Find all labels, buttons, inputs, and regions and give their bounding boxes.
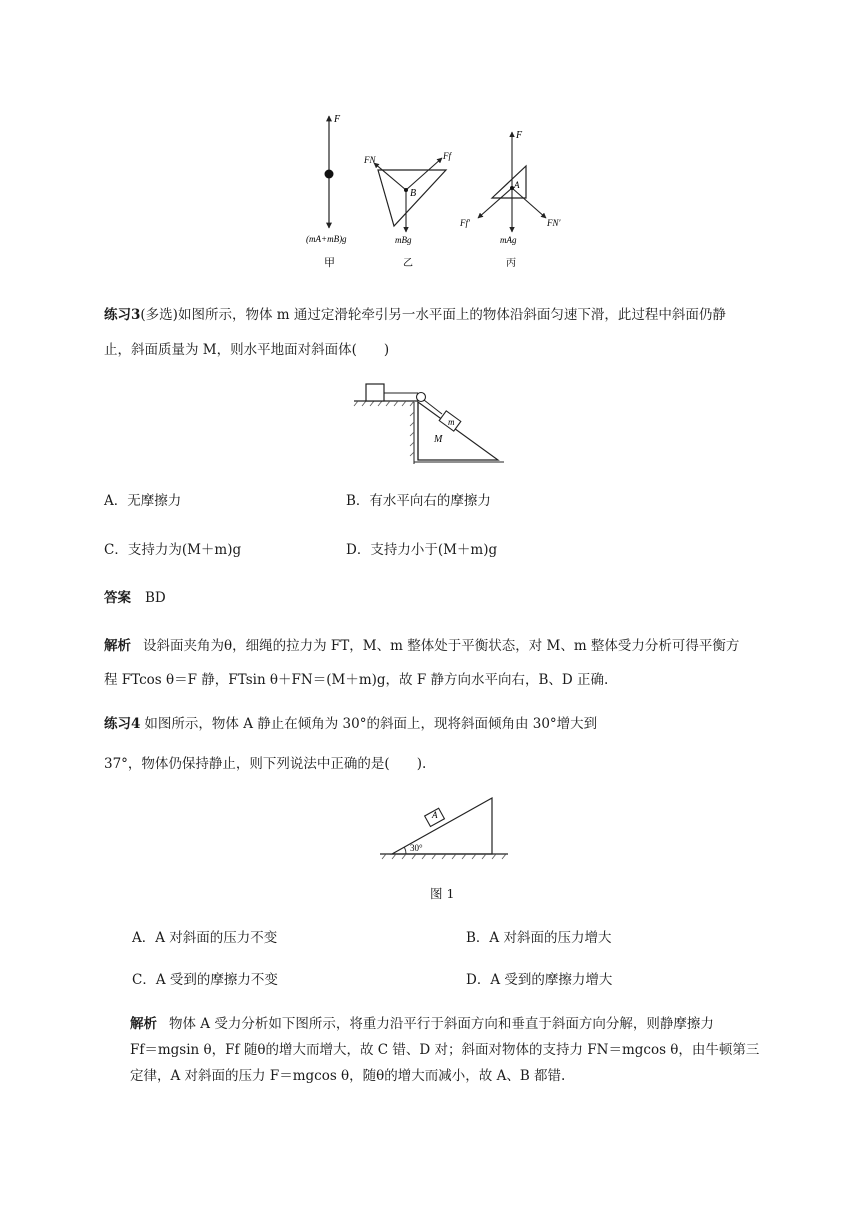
label-fn-prime: FN′ bbox=[547, 218, 561, 228]
exercise-4-analysis-line2: Ff＝mgsin θ，Ff 随θ的增大而增大，故 C 错、D 对；斜面对物体的支持力 FN＝mgcos θ，由牛顿第三 bbox=[130, 1042, 760, 1058]
label-ff: Ff bbox=[443, 151, 451, 161]
point-mass bbox=[325, 170, 334, 179]
label-ff-prime: Ff′ bbox=[460, 218, 470, 228]
exercise-4-option-c[interactable]: C．A 受到的摩擦力不变 bbox=[132, 972, 278, 988]
exercise-3-option-b[interactable]: B．有水平向右的摩擦力 bbox=[346, 493, 491, 509]
exercise-4-option-b[interactable]: B．A 对斜面的压力增大 bbox=[466, 930, 612, 946]
exercise-3-analysis-line2: 程 FTcos θ＝F 静，FTsin θ＋FN＝(M＋m)g，故 F 静方向水平向右，B、D 正确. bbox=[104, 672, 609, 688]
label-big-m: M bbox=[434, 434, 443, 445]
diagram-yi bbox=[363, 151, 452, 269]
force-diagrams-figure bbox=[300, 108, 580, 276]
label-point-a: A bbox=[514, 180, 520, 190]
label-angle: 30° bbox=[410, 843, 423, 853]
caption-yi: 乙 bbox=[403, 258, 413, 269]
exercise-3-option-d[interactable]: D．支持力小于(M＋m)g bbox=[346, 542, 498, 558]
exercise-3-line2: 止，斜面质量为 M，则水平地面对斜面体( ) bbox=[104, 342, 390, 358]
exercise-3-option-a[interactable]: A．无摩擦力 bbox=[104, 493, 182, 509]
exercise-4-analysis-line1: 解析 物体 A 受力分析如下图所示，将重力沿平行于斜面方向和垂直于斜面方向分解，则静摩擦力 bbox=[130, 1016, 714, 1032]
exercise-3-label: 练习3 bbox=[104, 307, 141, 323]
diagram-bing bbox=[459, 130, 562, 269]
label-f: F bbox=[516, 130, 523, 141]
block-on-table bbox=[366, 384, 384, 401]
label-f: F bbox=[334, 114, 341, 125]
diagram-jia bbox=[306, 114, 347, 269]
label-weight-a: mAg bbox=[500, 235, 517, 245]
exercise-3-line1 bbox=[104, 305, 726, 325]
incline bbox=[392, 798, 492, 854]
analysis-label: 解析 bbox=[130, 1016, 157, 1032]
figure-caption: 图 1 bbox=[430, 886, 455, 901]
exercise-4-option-a[interactable]: A．A 对斜面的压力不变 bbox=[132, 930, 278, 946]
exercise-4-label: 练习4 bbox=[104, 716, 141, 732]
label-block-a: A bbox=[432, 810, 438, 820]
label-small-m: m bbox=[448, 417, 455, 427]
exercise-3-analysis-line1: 解析 设斜面夹角为θ，细绳的拉力为 FT，M、m 整体处于平衡状态，对 M、m 整体受力分析可得平衡方 bbox=[104, 638, 740, 654]
pulley-incline-figure bbox=[352, 378, 508, 464]
label-weight-b: mBg bbox=[395, 235, 412, 245]
answer-label: 答案 bbox=[104, 590, 131, 606]
answer-value: BD bbox=[145, 590, 166, 606]
caption-bing: 丙 bbox=[506, 258, 516, 269]
label-fn: FN bbox=[364, 155, 376, 165]
exercise-3-answer bbox=[104, 588, 166, 608]
analysis-label: 解析 bbox=[104, 638, 131, 654]
exercise-4-line2: 37°，物体仍保持静止，则下列说法中正确的是( ). bbox=[104, 756, 427, 772]
exercise-4-analysis-line3: 定律，A 对斜面的压力 F＝mgcos θ，随θ的增大而减小，故 A、B 都错. bbox=[130, 1068, 566, 1084]
exercise-4-option-d[interactable]: D．A 受到的摩擦力增大 bbox=[466, 972, 613, 988]
caption-jia: 甲 bbox=[324, 257, 335, 269]
incline-m bbox=[418, 402, 498, 460]
incline-30-figure bbox=[378, 794, 510, 860]
triangle-a bbox=[492, 166, 526, 198]
label-point-b: B bbox=[410, 188, 417, 199]
label-weight-total: (mA+mB)g bbox=[306, 234, 347, 244]
exercise-3-text1: (多选)如图所示，物体 m 通过定滑轮牵引另一水平面上的物体沿斜面匀速下滑，此过程中斜面仍静 bbox=[140, 307, 726, 323]
exercise-3-option-c[interactable]: C．支持力为(M＋m)g bbox=[104, 542, 242, 558]
exercise-4-line1: 练习4 如图所示，物体 A 静止在倾角为 30°的斜面上，现将斜面倾角由 30°增大到 bbox=[104, 716, 598, 732]
